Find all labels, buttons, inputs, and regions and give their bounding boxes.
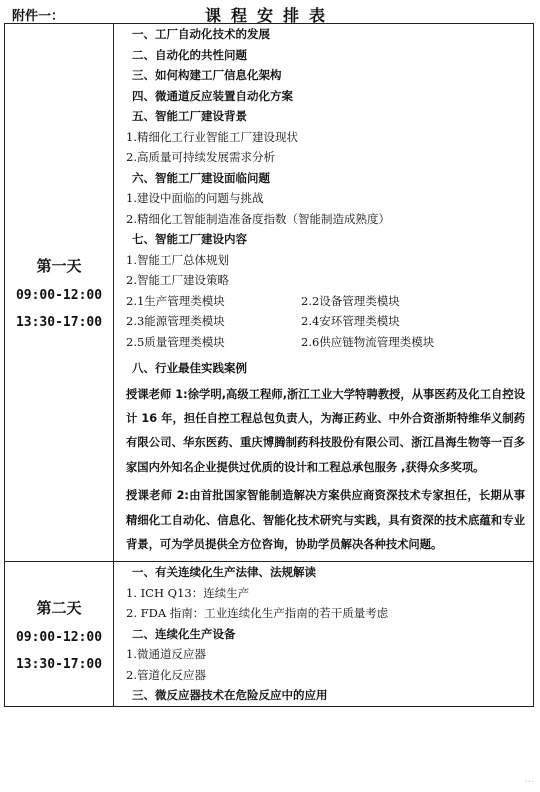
- section-title: 三、微反应器技术在危险反应中的应用: [132, 688, 328, 703]
- section-title: 一、工厂自动化技术的发展: [132, 27, 270, 41]
- list-item: 2.管道化反应器: [126, 667, 206, 682]
- list-item: 1. ICH Q13：连续生产: [126, 585, 250, 600]
- section-title: 四、微通道反应装置自动化方案: [132, 88, 293, 103]
- module-item: 2.3能源管理类模块: [126, 314, 225, 328]
- list-item: 2.精细化工智能制造准备度指数（智能制造成熟度）: [126, 211, 390, 226]
- day1-time-afternoon: 13:30-17:00: [15, 315, 103, 331]
- section-title: 五、智能工厂建设背景: [132, 109, 247, 123]
- section-title: 二、自动化的共性问题: [132, 47, 247, 62]
- section-title: 六、智能工厂建设面临问题: [132, 170, 270, 185]
- list-item: 1.建设中面临的问题与挑战: [126, 191, 264, 205]
- module-row: [126, 332, 527, 353]
- module-item: 2.1生产管理类模块: [126, 293, 225, 308]
- module-item: 2.6供应链物流管理类模块: [301, 334, 435, 349]
- teacher-2-bio: 授课老师 2:由首批国家智能制造解决方案供应商资深技术专家担任，长期从事精细化工自动化、信息化、智能化技术研究与实践，具有资深的技术底蕴和专业背景，可为学员提供全方位咨询，协助学员解决各种技术问题。: [126, 489, 525, 551]
- list-item: 2.智能工厂建设策略: [126, 273, 229, 287]
- attachment-label: 附件一：: [12, 9, 65, 24]
- day2-name: 第二天: [36, 598, 82, 617]
- section-title: 八、行业最佳实践案例: [132, 361, 247, 375]
- section-title: 三、如何构建工厂信息化架构: [132, 68, 282, 82]
- watermark: ···: [524, 777, 534, 788]
- section-title: 二、连续化生产设备: [132, 626, 236, 641]
- page-title: 课程安排表: [204, 6, 335, 25]
- list-item: 1.智能工厂总体规划: [126, 252, 229, 267]
- list-item: 1.微通道反应器: [126, 647, 206, 662]
- module-row: [126, 291, 527, 312]
- day1-time-morning: 09:00-12:00: [15, 288, 103, 304]
- day2-time-morning: 09:00-12:00: [15, 629, 103, 645]
- list-item: 2.高质量可持续发展需求分析: [126, 150, 275, 164]
- day2-time-afternoon: 13:30-17:00: [15, 656, 103, 672]
- day1-content: [114, 24, 534, 562]
- list-item: 1.精细化工行业智能工厂建设现状: [126, 129, 298, 144]
- module-item: 2.5质量管理类模块: [126, 334, 225, 349]
- day2-cell: [5, 562, 114, 707]
- day1-row: [5, 24, 534, 562]
- teacher-1-bio: 授课老师 1:徐学明,高级工程师,浙江工业大学特聘教授，从事医药及化工自控设计 16 年，担任自控工程总包负责人，为海正药业、中外合资浙斯特维华义制药有限公司、华东医药、重庆博腾制药科技股份有限公司、浙江昌海生物等一百多家国内外知名企业提供过优质的设计和工程总承包服务 ,获得众多奖项。: [126, 387, 525, 474]
- section-title: 一、有关连续化生产法律、法规解读: [132, 565, 316, 580]
- day1-name: 第一天: [36, 257, 82, 276]
- list-item: 2. FDA 指南：工业连续化生产指南的若干质量考虑: [126, 606, 389, 621]
- page-header: [0, 3, 540, 23]
- day2-content: [114, 562, 534, 707]
- module-item: 2.2设备管理类模块: [301, 293, 400, 308]
- module-row: [126, 311, 527, 332]
- section-title: 七、智能工厂建设内容: [132, 232, 247, 246]
- day1-cell: [5, 24, 114, 562]
- schedule-table: [4, 23, 534, 707]
- day2-row: [5, 562, 534, 707]
- module-item: 2.4安环管理类模块: [301, 314, 400, 328]
